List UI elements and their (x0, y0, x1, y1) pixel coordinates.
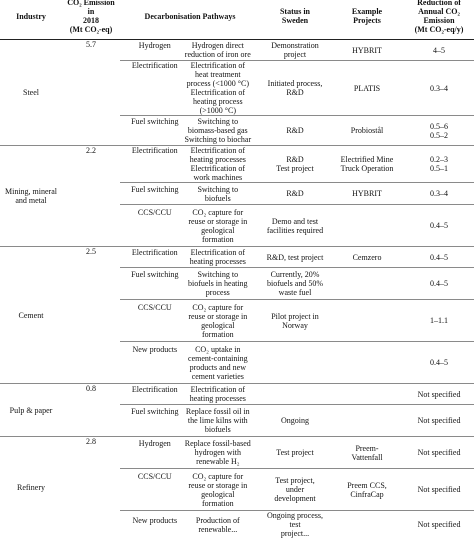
cell-line: Electrification (127, 61, 183, 70)
table-row (0, 342, 474, 384)
pathway-cell (120, 300, 260, 342)
cell-line: Refinery (1, 483, 61, 492)
cell-line: reuse or storage in (183, 217, 253, 226)
cell-line: development (261, 494, 329, 503)
reduction-cell (404, 384, 474, 405)
emission-cell (62, 469, 120, 511)
cell-line: CO₂ uptake in (183, 345, 253, 354)
pathway-cell (120, 511, 260, 538)
cell-line: Electrification of (183, 61, 253, 70)
reduction-cell (404, 342, 474, 384)
pathway-detail (183, 439, 253, 466)
pathway-detail (183, 472, 253, 508)
pathway-cell (120, 205, 260, 247)
reduction-cell (404, 300, 474, 342)
cell-line: 0.5–2 (405, 131, 473, 140)
header-projects: Example Projects (330, 0, 404, 40)
reduction-cell (404, 146, 474, 183)
cell-line: formation (183, 330, 253, 339)
header-pathways: Decarbonisation Pathways (120, 0, 260, 40)
cell-line: renewable... (183, 525, 253, 534)
cell-line: Electrification of (183, 146, 253, 155)
pathway-detail (183, 270, 253, 297)
cell-line: (>1000 °C) (183, 106, 253, 115)
project-cell (330, 437, 404, 469)
cell-line: CO₂ capture for (183, 303, 253, 312)
cell-line: Probiostål (331, 126, 403, 135)
cell-line: facilities required (261, 226, 329, 235)
emission-value: 5.7 (86, 40, 96, 49)
emission-cell (62, 116, 120, 146)
cell-line: CinfraCap (331, 490, 403, 499)
cell-line: biofuels (183, 425, 253, 434)
project-cell (330, 183, 404, 205)
project-cell (330, 405, 404, 437)
cell-line: Not specified (405, 416, 473, 425)
emission-cell (62, 146, 120, 183)
cell-line: Test project (261, 448, 329, 457)
pathway-detail (183, 208, 253, 244)
cell-line: Currently, 20% (261, 270, 329, 279)
pathway-detail (183, 407, 253, 434)
status-cell (260, 205, 330, 247)
cell-line: Fuel switching (127, 407, 183, 416)
cell-line: Pilot project in (261, 312, 329, 321)
cell-line: Ongoing process, test (261, 511, 329, 529)
cell-line: Fuel switching (127, 270, 183, 279)
table-row (0, 183, 474, 205)
table-row (0, 437, 474, 469)
cell-line: Norway (261, 321, 329, 330)
cell-line: R&D (261, 88, 329, 97)
cell-line: 0.4–5 (405, 253, 473, 262)
pathway-cell (120, 384, 260, 405)
cell-line: 0.2–3 (405, 155, 473, 164)
pathway-name (127, 61, 183, 115)
cell-line: 0.4–5 (405, 358, 473, 367)
reduction-cell (404, 405, 474, 437)
project-cell (330, 268, 404, 300)
cell-line: HYBRIT (331, 189, 403, 198)
pathway-name (127, 472, 183, 508)
pathway-cell (120, 405, 260, 437)
cell-line: Production of (183, 516, 253, 525)
cell-line: CO₂ capture for (183, 208, 253, 217)
cell-line: waste fuel (261, 288, 329, 297)
cell-line: the lime kilns with (183, 416, 253, 425)
cell-line: 0.4–5 (405, 279, 473, 288)
emission-cell (62, 405, 120, 437)
cell-line: Vattenfall (331, 453, 403, 462)
cell-line: Cemzero (331, 253, 403, 262)
emission-cell (62, 437, 120, 469)
cell-line: CCS/CCU (127, 303, 183, 312)
emission-cell (62, 511, 120, 538)
cell-line: HYBRIT (331, 46, 403, 55)
cell-line: Steel (1, 88, 61, 97)
cell-line: heat treatment (183, 70, 253, 79)
cell-line: heating processes (183, 155, 253, 164)
cell-line: New products (127, 516, 183, 525)
pathway-name (127, 41, 183, 59)
table-row (0, 268, 474, 300)
cell-line: CO₂ capture for (183, 472, 253, 481)
pathway-name (127, 439, 183, 466)
project-cell (330, 205, 404, 247)
cell-line: Not specified (405, 485, 473, 494)
status-cell (260, 40, 330, 61)
cell-line: Preem CCS, (331, 481, 403, 490)
status-cell (260, 384, 330, 405)
cell-line: Fuel switching (127, 185, 183, 194)
pathway-name (127, 185, 183, 203)
pathway-name (127, 270, 183, 297)
cell-line: R&D, test project (261, 253, 329, 262)
emission-value: 2.2 (86, 146, 96, 155)
cell-line: Electrification (127, 146, 183, 155)
pathway-cell (120, 247, 260, 268)
pathway-name (127, 407, 183, 434)
cell-line: renewable H₂ (183, 457, 253, 466)
pathway-cell (120, 469, 260, 511)
cell-line: geological (183, 226, 253, 235)
emission-value: 2.8 (86, 437, 96, 446)
pathway-detail (183, 345, 253, 381)
header-emission: CO₂ Emission in 2018 (Mt CO₂-eq) (62, 0, 120, 40)
project-cell (330, 384, 404, 405)
project-cell (330, 61, 404, 116)
cell-line: New products (127, 345, 183, 354)
cell-line: CCS/CCU (127, 472, 183, 481)
table-row (0, 511, 474, 538)
cell-line: Demonstration (261, 41, 329, 50)
table-row (0, 247, 474, 268)
header-status: Status in Sweden (260, 0, 330, 40)
cell-line: Electrification of (183, 248, 253, 257)
cell-line: Not specified (405, 520, 473, 529)
status-cell (260, 300, 330, 342)
emission-cell (62, 268, 120, 300)
cell-line: Cement (1, 311, 61, 320)
cell-line: Truck Operation (331, 164, 403, 173)
pathway-cell (120, 146, 260, 183)
table-row (0, 405, 474, 437)
emission-value: 2.5 (86, 247, 96, 256)
pathway-detail (183, 146, 253, 182)
cell-line: Fuel switching (127, 117, 183, 126)
reduction-cell (404, 40, 474, 61)
cell-line: R&D (261, 189, 329, 198)
pathway-detail (183, 41, 253, 59)
cell-line: Preem- (331, 444, 403, 453)
status-cell (260, 183, 330, 205)
project-cell (330, 300, 404, 342)
emission-cell (62, 40, 120, 61)
industry-cell (0, 247, 62, 384)
status-cell (260, 405, 330, 437)
cell-line: reduction of iron ore (183, 50, 253, 59)
cell-line: Mining, mineral (1, 187, 61, 196)
cell-line: geological (183, 490, 253, 499)
cell-line: Initiated process, (261, 79, 329, 88)
pathway-detail (183, 516, 253, 534)
cell-line: Test project, (261, 476, 329, 485)
cell-line: biofuels in heating (183, 279, 253, 288)
cell-line: heating processes (183, 394, 253, 403)
cell-line: R&D (261, 155, 329, 164)
pathway-cell (120, 61, 260, 116)
pathway-detail (183, 117, 253, 144)
cell-line: heating process (183, 97, 253, 106)
reduction-cell (404, 437, 474, 469)
status-cell (260, 469, 330, 511)
reduction-cell (404, 205, 474, 247)
cell-line: Electrified Mine (331, 155, 403, 164)
cell-line: reuse or storage in (183, 312, 253, 321)
cell-line: CCS/CCU (127, 208, 183, 217)
reduction-cell (404, 183, 474, 205)
cell-line: hydrogen with (183, 448, 253, 457)
pathway-cell (120, 116, 260, 146)
emission-cell (62, 342, 120, 384)
industry-cell (0, 40, 62, 146)
table-row (0, 116, 474, 146)
pathway-detail (183, 185, 253, 203)
cell-line: Hydrogen (127, 41, 183, 50)
pathway-name (127, 516, 183, 534)
cell-line: and metal (1, 196, 61, 205)
table-row (0, 300, 474, 342)
cell-line: heating processes (183, 257, 253, 266)
cell-line: Switching to (183, 270, 253, 279)
table-row (0, 146, 474, 183)
cell-line: Not specified (405, 448, 473, 457)
cell-line: biofuels and 50% (261, 279, 329, 288)
status-cell (260, 61, 330, 116)
industry-cell (0, 384, 62, 437)
status-cell (260, 146, 330, 183)
table-row (0, 384, 474, 405)
cell-line: 0.3–4 (405, 84, 473, 93)
project-cell (330, 247, 404, 268)
pathway-cell (120, 268, 260, 300)
cell-line: 0.5–1 (405, 164, 473, 173)
pathway-name (127, 303, 183, 339)
table-row (0, 40, 474, 61)
reduction-cell (404, 511, 474, 538)
pathway-detail (183, 248, 253, 266)
emission-cell (62, 61, 120, 116)
pathway-name (127, 248, 183, 266)
project-cell (330, 511, 404, 538)
table-row (0, 469, 474, 511)
cell-line: process (<1000 °C) (183, 79, 253, 88)
cell-line: under (261, 485, 329, 494)
cell-line: biomass-based gas (183, 126, 253, 135)
emission-cell (62, 384, 120, 405)
cell-line: 0.4–5 (405, 221, 473, 230)
pathway-name (127, 385, 183, 403)
project-cell (330, 116, 404, 146)
cell-line: process (183, 288, 253, 297)
pathway-cell (120, 183, 260, 205)
cell-line: 1–1.1 (405, 316, 473, 325)
pathway-cell (120, 40, 260, 61)
table-row (0, 205, 474, 247)
cell-line: project (261, 50, 329, 59)
cell-line: Hydrogen (127, 439, 183, 448)
project-cell (330, 342, 404, 384)
reduction-cell (404, 469, 474, 511)
industry-cell (0, 437, 62, 538)
cell-line: Hydrogen direct (183, 41, 253, 50)
cell-line: cement varieties (183, 372, 253, 381)
cell-line: biofuels (183, 194, 253, 203)
status-cell (260, 268, 330, 300)
cell-line: PLATIS (331, 84, 403, 93)
pathway-detail (183, 61, 253, 115)
cell-line: Electrification of (183, 164, 253, 173)
industry-cell (0, 146, 62, 247)
reduction-cell (404, 268, 474, 300)
table-row (0, 61, 474, 116)
pathway-cell (120, 437, 260, 469)
status-cell (260, 511, 330, 538)
status-cell (260, 342, 330, 384)
cell-line: Electrification of (183, 88, 253, 97)
cell-line: 0.5–6 (405, 122, 473, 131)
reduction-cell (404, 247, 474, 268)
cell-line: R&D (261, 126, 329, 135)
cell-line: Electrification of (183, 385, 253, 394)
cell-line: Pulp & paper (1, 406, 61, 415)
project-cell (330, 40, 404, 61)
cell-line: Electrification (127, 248, 183, 257)
emission-cell (62, 205, 120, 247)
reduction-cell (404, 61, 474, 116)
pathway-name (127, 208, 183, 244)
cell-line: Replace fossil oil in (183, 407, 253, 416)
cell-line: formation (183, 235, 253, 244)
emission-cell (62, 300, 120, 342)
cell-line: cement-containing (183, 354, 253, 363)
emission-cell (62, 183, 120, 205)
status-cell (260, 116, 330, 146)
project-cell (330, 146, 404, 183)
cell-line: work machines (183, 173, 253, 182)
emission-value: 0.8 (86, 384, 96, 393)
pathway-detail (183, 385, 253, 403)
pathway-name (127, 146, 183, 182)
cell-line: Electrification (127, 385, 183, 394)
cell-line: formation (183, 499, 253, 508)
pathway-cell (120, 342, 260, 384)
reduction-cell (404, 116, 474, 146)
status-cell (260, 247, 330, 268)
cell-line: Replace fossil-based (183, 439, 253, 448)
pathway-name (127, 117, 183, 144)
table-header (0, 0, 474, 40)
cell-line: project... (261, 529, 329, 538)
pathway-detail (183, 303, 253, 339)
table-body (0, 40, 474, 538)
cell-line: reuse or storage in (183, 481, 253, 490)
emission-cell (62, 247, 120, 268)
header-industry: Industry (0, 0, 62, 40)
cell-line: Test project (261, 164, 329, 173)
cell-line: Switching to (183, 117, 253, 126)
cell-line: products and new (183, 363, 253, 372)
cell-line: Ongoing (261, 416, 329, 425)
cell-line: Not specified (405, 390, 473, 399)
cell-line: geological (183, 321, 253, 330)
cell-line: 0.3–4 (405, 189, 473, 198)
project-cell (330, 469, 404, 511)
cell-line: Demo and test (261, 217, 329, 226)
pathway-name (127, 345, 183, 381)
header-reduction: Reduction of Annual CO₂ Emission (Mt CO₂-eq/y) (404, 0, 474, 40)
cell-line: 4–5 (405, 46, 473, 55)
cell-line: Switching to biochar (183, 135, 253, 144)
status-cell (260, 437, 330, 469)
cell-line: Switching to (183, 185, 253, 194)
